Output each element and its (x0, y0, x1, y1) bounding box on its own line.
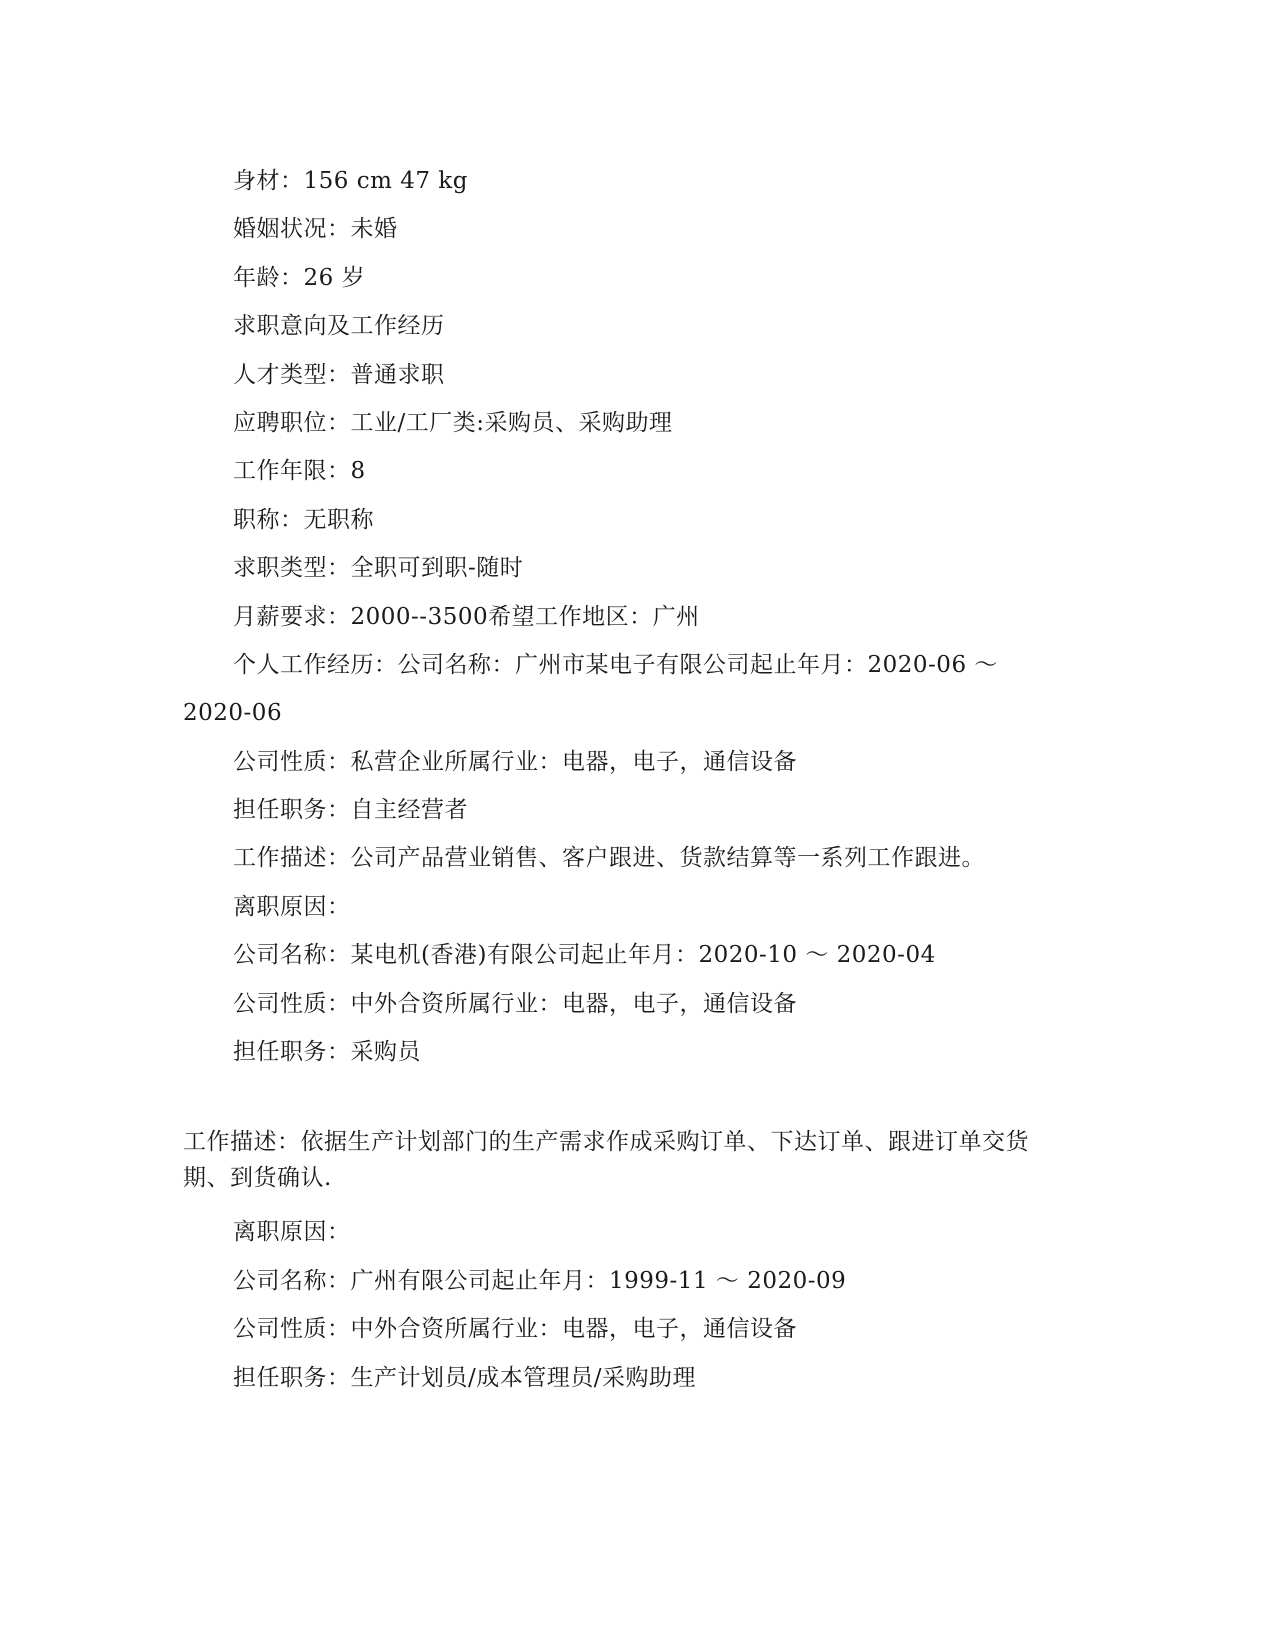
section-heading: 求职意向及工作经历 (233, 313, 445, 340)
leave-reason-line: 离职原因： (233, 1219, 351, 1246)
height-weight-line: 身材：156 cm 47 kg (233, 168, 468, 194)
job-type-line: 求职类型：全职可到职-随时 (233, 555, 524, 582)
company-name-line: 公司名称：某电机(香港)有限公司起止年月：2020-10 ～ 2020-04 (233, 942, 936, 969)
spacer (183, 1076, 1083, 1124)
resume-body (183, 157, 1083, 1402)
marital-status-line: 婚姻状况：未婚 (233, 216, 398, 243)
company-nature-line: 公司性质：私营企业所属行业：电器，电子，通信设备 (233, 748, 797, 775)
job-title-line: 职称：无职称 (233, 506, 374, 533)
job-description-line: 工作描述：公司产品营业销售、客户跟进、货款结算等一系列工作跟进。 (233, 845, 985, 872)
leave-reason-line: 离职原因： (233, 893, 351, 920)
work-history-line: 个人工作经历：公司名称：广州市某电子有限公司起止年月：2020-06 ～ (233, 651, 998, 678)
work-history-wrap-line: 2020-06 (183, 700, 283, 727)
position-held-line: 担任职务：生产计划员/成本管理员/采购助理 (233, 1364, 696, 1391)
salary-location-line: 月薪要求：2000--3500希望工作地区：广州 (233, 603, 700, 630)
position-held-line: 担任职务：采购员 (233, 1039, 421, 1066)
company-name-line: 公司名称：广州有限公司起止年月：1999-11 ～ 2020-09 (233, 1267, 847, 1294)
company-nature-line: 公司性质：中外合资所属行业：电器，电子，通信设备 (233, 990, 797, 1017)
company-nature-line: 公司性质：中外合资所属行业：电器，电子，通信设备 (233, 1316, 797, 1343)
applied-position-line: 应聘职位：工业/工厂类:采购员、采购助理 (233, 409, 673, 436)
work-years-line: 工作年限：8 (233, 458, 366, 485)
position-held-line: 担任职务：自主经营者 (233, 797, 468, 824)
talent-type-line: 人才类型：普通求职 (233, 361, 445, 388)
age-line: 年龄：26 岁 (233, 264, 366, 291)
job-description-paragraph: 工作描述：依据生产计划部门的生产需求作成采购订单、下达订单、跟进订单交货期、到货确认. (183, 1129, 1029, 1192)
